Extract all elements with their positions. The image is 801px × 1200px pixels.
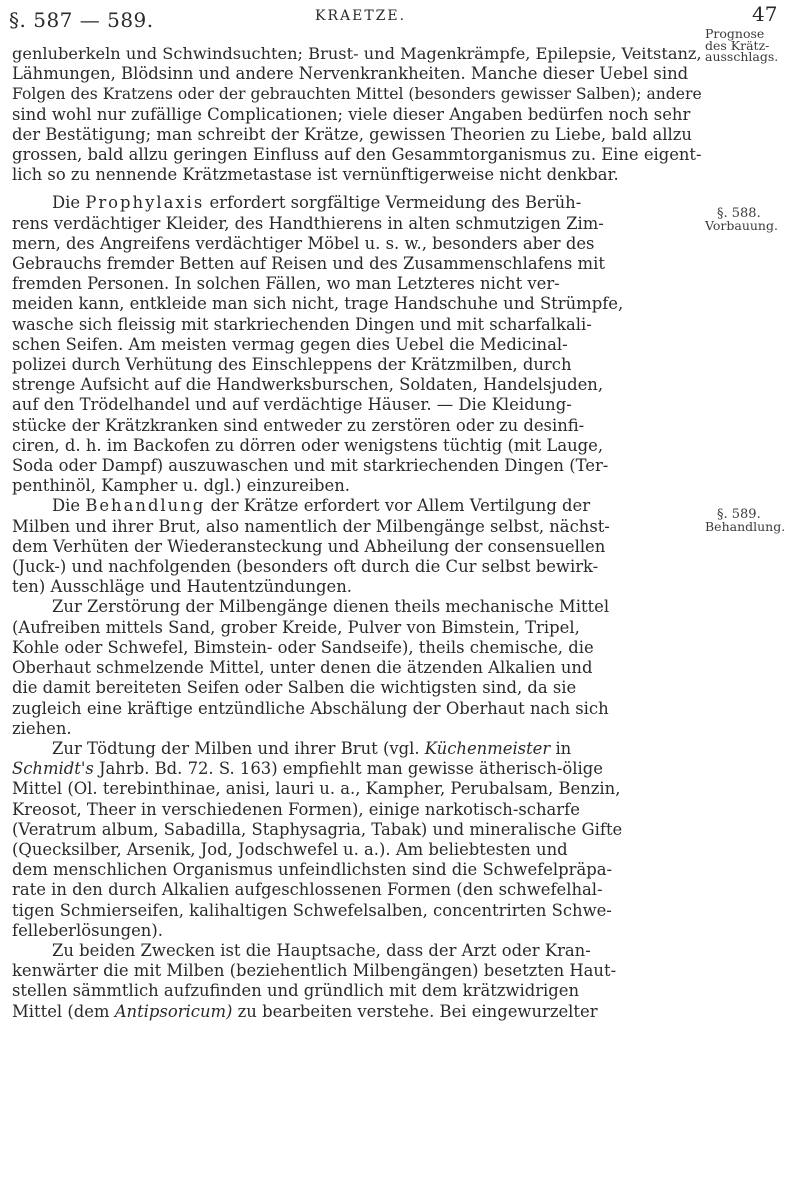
text-line: fremden Personen. In solchen Fällen, wo man Letzteres nicht ver- xyxy=(12,274,560,294)
margin-note-line: Prognose xyxy=(705,26,765,41)
body-text xyxy=(12,44,702,1022)
text-line: Gebrauchs fremder Betten auf Reisen und des Zusammenschlafens mit xyxy=(12,254,605,274)
text-fragment: Die xyxy=(52,193,81,213)
term-behandlung: Behandlung xyxy=(85,496,206,516)
text-line xyxy=(12,496,702,516)
text-line: Oberhaut schmelzende Mittel, unter denen die ätzenden Alkalien und xyxy=(12,658,593,678)
text-line: genluberkeln und Schwindsuchten; Brust- und Magenkrämpfe, Epilepsie, Veitstanz, xyxy=(12,44,702,63)
text-line: (Aufreiben mittels Sand, grober Kreide, Pulver von Bimstein, Tripel, xyxy=(12,617,580,637)
running-title: KRAETZE. xyxy=(315,8,407,24)
paragraph-treatment xyxy=(12,496,702,597)
text-line: penthinöl, Kampher u. dgl.) einzureiben. xyxy=(12,476,351,496)
text-fragment: in xyxy=(555,738,572,758)
text-line: rens verdächtiger Kleider, des Handthierens in alten schmutzigen Zim- xyxy=(12,213,604,233)
text-fragment: erfordert sorgfältige Vermeidung des Berüh- xyxy=(209,193,582,213)
text-line: mern, des Angreifens verdächtiger Möbel u. s. w., besonders aber des xyxy=(12,233,595,253)
page-number: 47 xyxy=(752,2,778,26)
text-line: meiden kann, entkleide man sich nicht, trage Handschuhe und Strümpfe, xyxy=(12,294,624,314)
term-prophylaxis: Prophylaxis xyxy=(85,193,205,213)
text-fragment: Mittel (dem xyxy=(12,1001,110,1021)
text-line: lich so zu nennende Krätzmetastase ist vernünftigerweise nicht denkbar. xyxy=(12,165,619,185)
text-line: strenge Aufsicht auf die Handwerksburschen, Soldaten, Handelsjuden, xyxy=(12,375,604,395)
text-line: Mittel (Ol. terebinthinae, anisi, lauri u. a., Kampher, Perubalsam, Benzin, xyxy=(12,779,621,799)
text-line: ten) Ausschläge und Hautentzündungen. xyxy=(12,577,352,597)
text-line: Kohle oder Schwefel, Bimstein- oder Sandseife), theils chemische, die xyxy=(12,637,594,657)
text-line: tigen Schmierseifen, kalihaltigen Schwefelsalben, concentrirten Schwe- xyxy=(12,900,612,920)
text-line xyxy=(12,193,702,213)
text-line xyxy=(12,739,702,759)
text-line: dem Verhüten der Wiederansteckung und Abheilung der consensuellen xyxy=(12,536,606,556)
text-fragment: zu bearbeiten verstehe. Bei eingewurzelter xyxy=(237,1001,598,1021)
text-line: schen Seifen. Am meisten vermag gegen dies Uebel die Medicinal- xyxy=(12,334,568,354)
remedy-term: Antipsoricum) xyxy=(114,1001,233,1021)
text-fragment: Jahrb. Bd. 72. S. 163) empfiehlt man gewisse ätherisch-ölige xyxy=(98,759,603,779)
text-line: polizei durch Verhütung des Einschleppens der Krätzmilben, durch xyxy=(12,355,572,375)
text-line: Lähmungen, Blödsinn und andere Nervenkrankheiten. Manche dieser Uebel sind xyxy=(12,64,689,84)
text-line: Zu beiden Zwecken ist die Hauptsache, dass der Arzt oder Kran- xyxy=(52,940,591,960)
margin-note-section: §. 588. xyxy=(717,206,761,221)
text-line xyxy=(12,1002,702,1022)
text-line: Soda oder Dampf) auszuwaschen und mit starkriechenden Dingen (Ter- xyxy=(12,456,609,476)
paragraph-prophylaxis xyxy=(12,193,702,496)
text-line: wasche sich fleissig mit starkriechenden Dingen und mit scharfalkali- xyxy=(12,314,592,334)
text-line: (Juck-) und nachfolgenden (besonders oft durch die Cur selbst bewirk- xyxy=(12,557,599,577)
text-line: Kreosot, Theer in verschiedenen Formen), einige narkotisch-scharfe xyxy=(12,799,580,819)
paragraph-complications xyxy=(12,44,702,185)
author-reference: Küchenmeister xyxy=(424,738,551,758)
margin-note-behandlung xyxy=(705,509,801,532)
margin-note-vorbauung xyxy=(705,208,801,231)
text-line: (Veratrum album, Sabadilla, Staphysagria, Tabak) und mineralische Gifte xyxy=(12,819,623,839)
text-line: Zur Zerstörung der Milbengänge dienen theils mechanische Mittel xyxy=(52,597,610,617)
text-line xyxy=(12,759,702,779)
text-line: grossen, bald allzu geringen Einfluss auf den Gesammtorganismus zu. Eine eigent- xyxy=(12,145,702,165)
margin-note-title: Vorbauung. xyxy=(705,217,778,233)
paragraph-main-point xyxy=(12,941,702,1022)
text-line: (Quecksilber, Arsenik, Jod, Jodschwefel u. a.). Am beliebtesten und xyxy=(12,839,568,859)
text-line: auf den Trödelhandel und auf verdächtige Häuser. — Die Kleidung- xyxy=(12,395,572,415)
text-line: kenwärter die mit Milben (beziehentlich Milbengängen) besetzten Haut- xyxy=(12,961,617,981)
text-line: ciren, d. h. im Backofen zu dörren oder wenigstens tüchtig (mit Lauge, xyxy=(12,435,604,455)
margin-note-title: Behandlung. xyxy=(705,518,786,534)
paragraph-killing-mites xyxy=(12,739,702,941)
margin-note-prognose xyxy=(705,28,801,63)
text-line: der Bestätigung; man schreibt der Krätze, gewissen Theorien zu Liebe, bald allzu xyxy=(12,124,692,144)
paragraph-mechanical-means xyxy=(12,597,702,738)
journal-reference: Schmidt's xyxy=(12,759,94,779)
text-line: Folgen des Kratzens oder der gebrauchten Mittel (besonders gewisser Salben); andere xyxy=(12,85,702,104)
text-line: Milben und ihrer Brut, also namentlich der Milbengänge selbst, nächst- xyxy=(12,516,610,536)
text-fragment: Zur Tödtung der Milben und ihrer Brut (vgl. xyxy=(52,738,420,758)
text-line: zugleich eine kräftige entzündliche Abschälung der Oberhaut nach sich xyxy=(12,698,609,718)
text-line: dem menschlichen Organismus unfeindlichsten sind die Schwefelpräpa- xyxy=(12,860,613,880)
text-line: stellen sämmtlich aufzufinden und gründlich mit dem krätzwidrigen xyxy=(12,981,580,1001)
text-line: die damit bereiteten Seifen oder Salben die wichtigsten sind, da sie xyxy=(12,678,577,698)
text-line: felleberlösungen). xyxy=(12,920,163,940)
text-fragment: der Krätze erfordert vor Allem Vertilgung der xyxy=(210,496,591,516)
text-line: rate in den durch Alkalien aufgeschlossenen Formen (den schwefelhal- xyxy=(12,880,603,900)
margin-note-section: §. 589. xyxy=(717,507,761,522)
text-line: stücke der Krätzkranken sind entweder zu zerstören oder zu desinfi- xyxy=(12,415,585,435)
text-line: sind wohl nur zufällige Complicationen; viele dieser Angaben bedürfen noch sehr xyxy=(12,104,691,124)
text-fragment: Die xyxy=(52,496,81,516)
section-range-header: §. 587 — 589. xyxy=(9,8,154,32)
text-line: ziehen. xyxy=(12,718,72,738)
margin-note-line: ausschlags. xyxy=(705,49,779,64)
margin-note-line: des Krätz- xyxy=(705,37,770,53)
